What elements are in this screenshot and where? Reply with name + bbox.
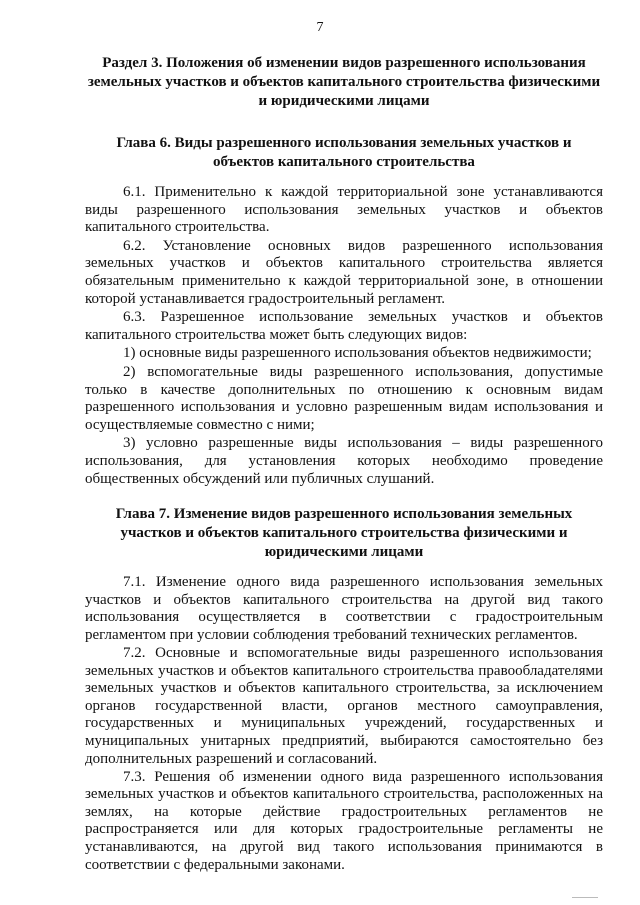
section-heading: Раздел 3. Положения об изменении видов разрешенного использования земельных участков и объектов капитального строительства физическими и юридическими лицами	[87, 55, 601, 109]
chapter-7	[85, 505, 603, 874]
chapter-6	[85, 134, 603, 488]
paragraph-6-3: 6.3. Разрешенное использование земельных участков и объектов капитального строительства может быть следующих видов:	[85, 309, 603, 343]
list-item-3: 3) условно разрешенные виды использования – виды разрешенного использования, для установления которых необходимо проведение общественных обсуждений или публичных слушаний.	[85, 435, 603, 487]
paragraph-7-1: 7.1. Изменение одного вида разрешенного использования земельных участков и объектов капитального строительства на другой вид такого использования осуществляется в соответствии с градостроительным регламентом при условии соблюдения требований технических регламентов.	[85, 574, 603, 643]
paragraph-7-3: 7.3. Решения об изменении одного вида разрешенного использования земельных участков и объектов капитального строительства, расположенных на землях, на которые действие градостроительных регламентов не распространяется или для которых градостроительные регламенты не устанавливаются, на другой вид такого использования принимаются в соответствии с федеральными законами.	[85, 768, 603, 873]
scan-artifact	[572, 897, 598, 901]
paragraph-6-2: 6.2. Установление основных видов разрешенного использования земельных участков и объектов капитального строительства является обязательным применительно к каждой территориальной зоне, в отношении которой устанавливается градостроительный регламент.	[85, 237, 603, 307]
list-item-1: 1) основные виды разрешенного использования объектов недвижимости;	[123, 345, 592, 362]
paragraph-6-1: 6.1. Применительно к каждой территориальной зоне устанавливаются виды разрешенного использования земельных участков и объектов капитального строительства.	[85, 184, 603, 236]
paragraph-7-2: 7.2. Основные и вспомогательные виды разрешенного использования земельных участков и объектов капитального строительства правообладателями земельных участков и объектов капитального строительства, за исключением органов государственной власти, органов местного самоуправления, государственных и муниципальных учреждений, государственных и муниципальных унитарных предприятий, выбираются самостоятельно без дополнительных разрешений и согласований.	[85, 644, 603, 767]
chapter-7-heading: Глава 7. Изменение видов разрешенного использования земельных участков и объектов капитального строительства физическими и юридическими лицами	[115, 506, 573, 561]
page-number: 7	[316, 20, 324, 35]
chapter-6-heading: Глава 6. Виды разрешенного использования земельных участков и объектов капитального строительства	[116, 135, 572, 170]
list-item-2: 2) вспомогательные виды разрешенного использования, допустимые только в качестве дополнительных по отношению к основным видам разрешенного использования и условно разрешенным видам использования и осуществляемые совместно с ними;	[85, 363, 603, 433]
page-content	[85, 54, 603, 875]
